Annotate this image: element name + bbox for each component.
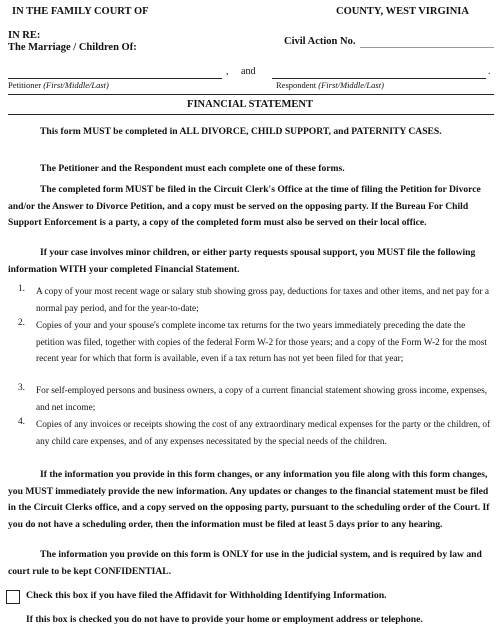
list-item: Copies of any invoices or receipts showing the cost of any extraordinary medical expenses for the party or the children, of any child care expenses, and of any expenses necessitated by the special needs of the children. — [36, 420, 491, 447]
list-item: For self-employed persons and business owners, a copy of a current financial statement showing gross income, expenses, and net income; — [36, 386, 488, 413]
period: . — [488, 66, 491, 77]
respondent-label: Respondent — [276, 80, 317, 90]
list-item: Copies of your and your spouse's complete income tax returns for the two years immediately preceding the date the petition was filed, together with copies of the federal Form W-2 for those years; and a copy of the Form W-2 for the most recent year for which that form is available, even if a tax return has not yet been filed for that year; — [36, 321, 487, 364]
civil-action-label: Civil Action No. — [284, 36, 356, 47]
marriage-label: The Marriage / Children Of: — [8, 42, 137, 53]
affidavit-checkbox-label: Check this box if you have filed the Affidavit for Withholding Identifying Information. — [26, 590, 387, 601]
paragraph-filing: The completed form MUST be filed in the Circuit Clerk's Office at the time of filing the Petition for Divorce and/or the Answer to Divorce Petition, and a copy must be served on the opposing party. If the Bureau For Child Support Enforcement is a party, a copy of the completed form must also be served on their local office. — [8, 184, 481, 228]
respondent-caption — [276, 80, 384, 90]
respondent-hint: (First/Middle/Last) — [318, 80, 384, 90]
paragraph-minor-children: If your case involves minor children, or either party requests spousal support, you MUST file the following information WITH your completed Financial Statement. — [8, 247, 476, 275]
comma: , — [226, 66, 229, 77]
paragraph-updates: If the information you provide in this form changes, or any information you file along with this form changes, you MUST immediately provide the new information. Any updates or changes to the financial statement must be filed in the Circuit Clerks office, and a copy served on the opposing party, pursuant to the scheduling order of the Court. If you do not have a scheduling order, then the information must be filed at least 5 days prior to any hearing. — [8, 469, 490, 530]
affidavit-note: If this box is checked you do not have to provide your home or employment address or telephone. — [26, 614, 423, 625]
county-heading: COUNTY, WEST VIRGINIA — [336, 6, 469, 17]
paragraph-each-party: The Petitioner and the Respondent must each complete one of these forms. — [40, 163, 345, 174]
list-number: 4. — [18, 417, 25, 427]
respondent-field[interactable] — [272, 78, 486, 79]
paragraph-confidential: The information you provide on this form is ONLY for use in the judicial system, and is required by law and court rule to be kept CONFIDENTIAL. — [8, 549, 482, 577]
list-number: 1. — [18, 284, 25, 294]
and-label: and — [241, 66, 256, 77]
list-number: 3. — [18, 383, 25, 393]
court-heading: IN THE FAMILY COURT OF — [12, 6, 149, 17]
title-rule-top — [8, 94, 494, 95]
in-re-label: IN RE: — [8, 30, 41, 41]
page-title: FINANCIAL STATEMENT — [187, 99, 313, 110]
petitioner-caption — [8, 80, 109, 90]
paragraph-case-types: This form MUST be completed in ALL DIVORCE, CHILD SUPPORT, and PATERNITY CASES. — [40, 126, 442, 137]
list-item: A copy of your most recent wage or salary stub showing gross pay, deductions for taxes and other items, and net pay for a normal pay period, and for the year-to-date; — [36, 287, 490, 314]
petitioner-hint: (First/Middle/Last) — [43, 80, 109, 90]
civil-action-field[interactable] — [360, 47, 494, 48]
list-number: 2. — [18, 318, 25, 328]
petitioner-label: Petitioner — [8, 80, 42, 90]
affidavit-checkbox[interactable] — [6, 590, 20, 604]
title-rule-bottom — [8, 114, 494, 115]
petitioner-field[interactable] — [8, 78, 222, 79]
